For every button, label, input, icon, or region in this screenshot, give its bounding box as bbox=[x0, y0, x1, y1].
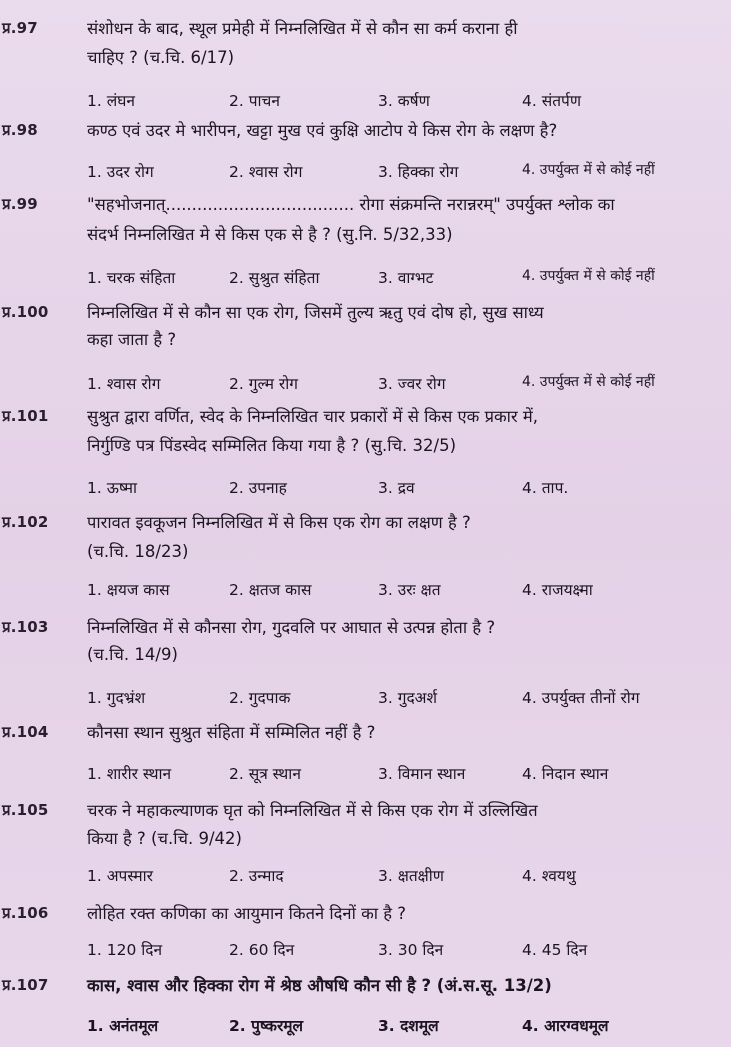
option-4: 4. निदान स्थान bbox=[522, 765, 609, 783]
question-number: प्र.102 bbox=[2, 513, 49, 531]
option-1: 1. शारीर स्थान bbox=[87, 765, 172, 783]
option-4: 4. उपर्युक्त में से कोई नहीं bbox=[522, 162, 655, 178]
question-number: प्र.97 bbox=[2, 19, 38, 37]
option-2: 2. उपनाह bbox=[229, 479, 287, 497]
option-3: 3. ज्वर रोग bbox=[378, 375, 446, 393]
question-text-line: "सहभोजनात्.................................... रोगा संक्रमन्ति नरान्नरम्" उपर्युक्त श्लोक का bbox=[87, 195, 615, 214]
question-number: प्र.106 bbox=[2, 904, 49, 922]
question-text-line: (च.चि. 14/9) bbox=[87, 645, 178, 664]
option-3: 3. 30 दिन bbox=[378, 941, 444, 959]
option-4: 4. उपर्युक्त तीनों रोग bbox=[522, 689, 640, 707]
option-3: 3. विमान स्थान bbox=[378, 765, 466, 783]
options-row bbox=[0, 686, 731, 716]
option-3: 3. कर्षण bbox=[378, 92, 430, 110]
option-4: 4. उपर्युक्त में से कोई नहीं bbox=[522, 374, 655, 390]
option-2: 2. गुल्म रोग bbox=[229, 375, 299, 393]
question-text-line: संदर्भ निम्नलिखित मे से किस एक से है ? (सु.नि. 5/32,33) bbox=[87, 225, 453, 244]
question-text-line: निम्नलिखित में से कौन सा एक रोग, जिसमें तुल्य ऋतु एवं दोष हो, सुख साध्य bbox=[87, 303, 544, 322]
options-row bbox=[0, 372, 731, 402]
question-text-line: कहा जाता है ? bbox=[87, 330, 177, 349]
options-row bbox=[0, 864, 731, 894]
question-number: प्र.104 bbox=[2, 723, 49, 741]
question-number: प्र.99 bbox=[2, 195, 38, 213]
options-row bbox=[0, 266, 731, 296]
option-2: 2. सुश्रुत संहिता bbox=[229, 269, 320, 287]
question-number: प्र.100 bbox=[2, 303, 49, 321]
question-text-line: कास, श्वास और हिक्का रोग में श्रेष्ठ औषधि कौन सी है ? (अं.स.सू. 13/2) bbox=[87, 976, 552, 995]
option-1: 1. क्षयज कास bbox=[87, 581, 170, 599]
option-4: 4. उपर्युक्त में से कोई नहीं bbox=[522, 268, 655, 284]
question-text-line: सुश्रुत द्वारा वर्णित, स्वेद के निम्नलिखित चार प्रकारों में से किस एक प्रकार में, bbox=[87, 407, 539, 426]
question-text-line: निम्नलिखित में से कौनसा रोग, गुदवलि पर आघात से उत्पन्न होता है ? bbox=[87, 618, 496, 637]
option-1: 1. गुदभ्रंश bbox=[87, 689, 146, 707]
options-row bbox=[0, 578, 731, 608]
option-3: 3. दशमूल bbox=[378, 1017, 439, 1035]
question-text-line: पारावत इवकूजन निम्नलिखित में से किस एक रोग का लक्षण है ? bbox=[87, 513, 471, 532]
option-3: 3. उरः क्षत bbox=[378, 581, 441, 599]
question-text-line: निर्गुण्डि पत्र पिंडस्वेद सम्मिलित किया गया है ? (सु.चि. 32/5) bbox=[87, 436, 457, 455]
question-text-line: चाहिए ? (च.चि. 6/17) bbox=[87, 48, 235, 67]
question-text-line: (च.चि. 18/23) bbox=[87, 542, 189, 561]
question-text-line: संशोधन के बाद, स्थूल प्रमेही में निम्नलिखित में से कौन सा कर्म कराना ही bbox=[87, 19, 518, 38]
option-3: 3. वाग्भट bbox=[378, 269, 434, 287]
option-1: 1. अपस्मार bbox=[87, 867, 154, 885]
options-row bbox=[0, 1014, 731, 1044]
option-2: 2. पाचन bbox=[229, 92, 280, 110]
option-2: 2. उन्माद bbox=[229, 867, 284, 885]
question-text-line: लोहित रक्त कणिका का आयुमान कितने दिनों का है ? bbox=[87, 904, 407, 923]
option-4: 4. श्वयथु bbox=[522, 867, 576, 885]
option-3: 3. हिक्का रोग bbox=[378, 163, 459, 181]
question-text-line: कण्ठ एवं उदर मे भारीपन, खट्टा मुख एवं कुक्षि आटोप ये किस रोग के लक्षण है? bbox=[87, 121, 558, 140]
option-4: 4. आरग्वधमूल bbox=[522, 1017, 609, 1035]
question-number: प्र.105 bbox=[2, 801, 49, 819]
option-1: 1. ऊष्मा bbox=[87, 479, 138, 497]
option-1: 1. अनंतमूल bbox=[87, 1017, 159, 1035]
question-text-line: किया है ? (च.चि. 9/42) bbox=[87, 829, 242, 848]
question-text-line: कौनसा स्थान सुश्रुत संहिता में सम्मिलित नहीं है ? bbox=[87, 723, 376, 742]
option-1: 1. उदर रोग bbox=[87, 163, 154, 181]
option-3: 3. गुदअर्श bbox=[378, 689, 438, 707]
options-row bbox=[0, 938, 731, 968]
option-2: 2. 60 दिन bbox=[229, 941, 295, 959]
option-4: 4. ताप. bbox=[522, 479, 569, 497]
options-row bbox=[0, 89, 731, 119]
options-row bbox=[0, 762, 731, 792]
option-1: 1. लंघन bbox=[87, 92, 135, 110]
options-row bbox=[0, 160, 731, 190]
question-number: प्र.101 bbox=[2, 407, 49, 425]
option-2: 2. सूत्र स्थान bbox=[229, 765, 301, 783]
option-1: 1. चरक संहिता bbox=[87, 269, 176, 287]
option-4: 4. राजयक्ष्मा bbox=[522, 581, 593, 599]
question-number: प्र.98 bbox=[2, 121, 38, 139]
question-text-line: चरक ने महाकल्याणक घृत को निम्नलिखित में से किस एक रोग में उल्लिखित bbox=[87, 801, 538, 820]
option-2: 2. श्वास रोग bbox=[229, 163, 303, 181]
option-4: 4. संतर्पण bbox=[522, 92, 582, 110]
option-2: 2. क्षतज कास bbox=[229, 581, 312, 599]
option-2: 2. गुदपाक bbox=[229, 689, 291, 707]
option-3: 3. क्षतक्षीण bbox=[378, 867, 444, 885]
options-row bbox=[0, 476, 731, 506]
question-number: प्र.107 bbox=[2, 976, 49, 994]
option-3: 3. द्रव bbox=[378, 479, 415, 497]
option-1: 1. श्वास रोग bbox=[87, 375, 161, 393]
question-number: प्र.103 bbox=[2, 618, 49, 636]
option-2: 2. पुष्करमूल bbox=[229, 1017, 304, 1035]
option-1: 1. 120 दिन bbox=[87, 941, 163, 959]
option-4: 4. 45 दिन bbox=[522, 941, 588, 959]
